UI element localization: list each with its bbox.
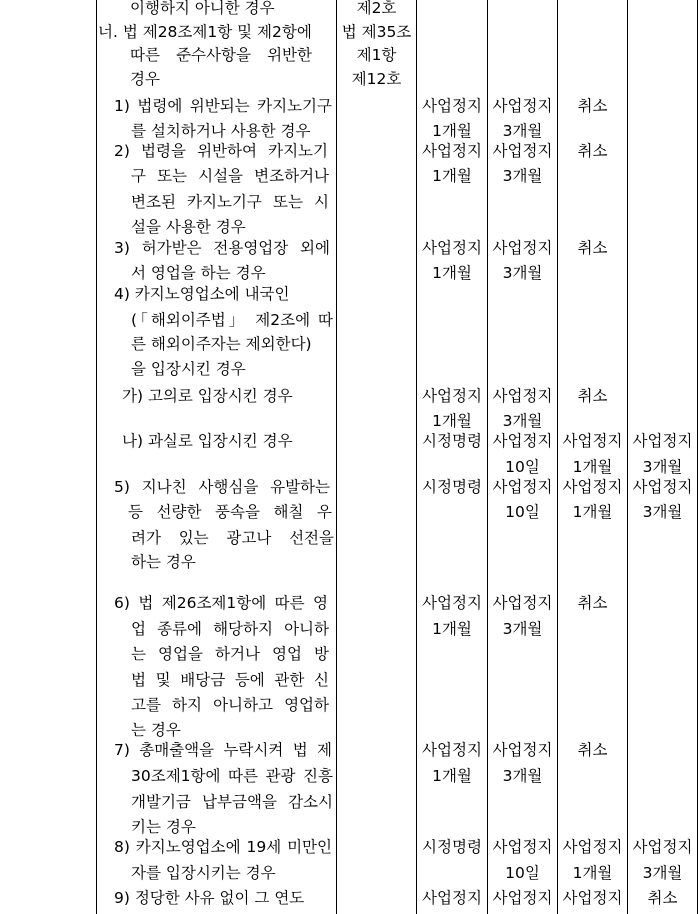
law-reference: 제1항 — [356, 46, 397, 64]
penalty-first: 1개월 — [432, 620, 472, 638]
penalty-first: 1개월 — [432, 167, 472, 185]
violation-line: 등 선량한 풍속을 해칠 우 — [128, 503, 332, 521]
penalty-fourth: 사업정지 — [632, 838, 693, 856]
penalty-first: 시정명령 — [422, 478, 482, 496]
penalty-third: 취소 — [577, 741, 608, 759]
penalty-fourth: 사업정지 — [632, 478, 693, 496]
violation-line: 고를 하지 아니하고 영업하 — [131, 696, 329, 714]
penalty-first: 1개월 — [432, 122, 472, 140]
penalty-first: 사업정지 — [422, 741, 482, 759]
penalty-fourth: 취소 — [647, 889, 678, 907]
penalty-second: 3개월 — [502, 620, 543, 638]
penalty-second: 10일 — [505, 458, 540, 476]
law-reference: 제2호 — [356, 0, 397, 17]
violation-line: 따른 준수사항을 위반한 — [130, 46, 312, 64]
violation-item: 4) 카지노영업소에 내국인 — [114, 285, 290, 303]
penalty-first: 사업정지 — [422, 889, 482, 907]
violation-line: 법 및 배당금 등에 관한 신 — [131, 671, 329, 689]
penalty-second: 사업정지 — [492, 142, 553, 160]
violation-line: 는 경우 — [131, 721, 181, 739]
penalty-second: 사업정지 — [492, 889, 553, 907]
violation-item: 1) 법령에 위반되는 카지노기구 — [114, 97, 332, 115]
penalty-second: 사업정지 — [492, 239, 553, 257]
penalty-first: 시정명령 — [422, 838, 482, 856]
violation-item: 9) 정당한 사유 없이 그 연도 — [114, 889, 305, 907]
law-reference: 제12호 — [351, 70, 402, 88]
penalty-third: 취소 — [577, 97, 608, 115]
violation-line: 키는 경우 — [131, 818, 196, 836]
penalty-first: 1개월 — [432, 412, 472, 430]
penalty-second: 사업정지 — [492, 478, 553, 496]
penalty-fourth: 3개월 — [642, 864, 683, 882]
violation-subitem: 가) 고의로 입장시킨 경우 — [122, 387, 293, 405]
penalty-second: 사업정지 — [492, 97, 553, 115]
penalty-third: 사업정지 — [562, 889, 623, 907]
violation-line: 을 입장시킨 경우 — [131, 360, 246, 378]
penalty-second: 10일 — [505, 864, 540, 882]
violation-heading: 너. 법 제28조제1항 및 제2항에 — [98, 23, 312, 41]
penalty-third: 1개월 — [572, 503, 613, 521]
penalty-third: 사업정지 — [562, 432, 623, 450]
penalty-first: 1개월 — [432, 264, 472, 282]
violation-line: 구 또는 시설을 변조하거나 — [131, 167, 329, 185]
violation-item: 6) 법 제26조제1항에 따른 영 — [114, 594, 328, 612]
penalty-third: 1개월 — [572, 458, 613, 476]
violation-item: 2) 법령을 위반하여 카지노기 — [114, 142, 328, 160]
penalty-second: 3개월 — [502, 264, 543, 282]
penalty-first: 시정명령 — [422, 432, 482, 450]
penalty-third: 사업정지 — [562, 838, 623, 856]
penalty-second: 3개월 — [502, 122, 543, 140]
penalty-third: 취소 — [577, 142, 608, 160]
penalty-second: 사업정지 — [492, 594, 553, 612]
penalty-second: 사업정지 — [492, 387, 553, 405]
violation-line: 경우 — [130, 70, 160, 88]
table-border-right — [697, 0, 698, 914]
penalty-third: 취소 — [577, 387, 608, 405]
penalty-fourth: 3개월 — [642, 503, 683, 521]
penalty-second: 사업정지 — [492, 838, 553, 856]
penalty-second: 3개월 — [502, 412, 543, 430]
violation-line: 서 영업을 하는 경우 — [131, 264, 266, 282]
violation-line: 자를 입장시키는 경우 — [131, 864, 276, 882]
penalty-second: 사업정지 — [492, 432, 553, 450]
violation-item: 8) 카지노영업소에 19세 미만인 — [114, 838, 332, 856]
violation-line: 는 영업을 하거나 영업 방 — [131, 645, 329, 663]
violation-line: 려가 있는 광고나 선전을 — [131, 529, 334, 547]
penalty-second: 사업정지 — [492, 741, 553, 759]
violation-line: 변조된 카지노기구 또는 시 — [131, 193, 329, 211]
violation-line: 하는 경우 — [131, 553, 196, 571]
table-border-left — [96, 0, 97, 914]
violation-line: (「해외이주법」 제2조에 따 — [131, 311, 333, 329]
penalty-fourth: 사업정지 — [632, 432, 693, 450]
law-reference: 법 제35조 — [341, 23, 412, 41]
violation-line: 를 설치하거나 사용한 경우 — [131, 122, 311, 140]
penalty-second: 10일 — [505, 503, 540, 521]
penalty-first: 사업정지 — [422, 142, 482, 160]
penalty-fourth: 3개월 — [642, 458, 683, 476]
violation-item: 5) 지나친 사행심을 유발하는 — [114, 478, 330, 496]
penalty-second: 3개월 — [502, 767, 543, 785]
penalty-first: 사업정지 — [422, 594, 482, 612]
violation-line: 30조제1항에 따른 관광 진흥 — [131, 767, 333, 785]
penalty-third: 사업정지 — [562, 478, 623, 496]
column-divider-law — [336, 0, 337, 914]
violation-line: 업 종류에 해당하지 아니하 — [131, 620, 329, 638]
violation-line: 설을 사용한 경우 — [131, 218, 246, 236]
violation-item: 7) 총매출액을 누락시켜 법 제 — [114, 741, 332, 759]
violation-subitem: 나) 과실로 입장시킨 경우 — [122, 432, 293, 450]
violation-line: 개발기금 납부금액을 감소시 — [131, 793, 333, 811]
penalty-third: 1개월 — [572, 864, 613, 882]
penalty-second: 3개월 — [502, 167, 543, 185]
penalty-first: 1개월 — [432, 767, 472, 785]
violation-line: 이행하지 아니한 경우 — [130, 0, 275, 17]
penalty-first: 사업정지 — [422, 239, 482, 257]
penalty-third: 취소 — [577, 594, 608, 612]
penalty-third: 취소 — [577, 239, 608, 257]
violation-line: 른 해외이주자는 제외한다) — [131, 335, 312, 353]
violation-item: 3) 허가받은 전용영업장 외에 — [114, 239, 330, 257]
penalty-first: 사업정지 — [422, 387, 482, 405]
penalty-first: 사업정지 — [422, 97, 482, 115]
